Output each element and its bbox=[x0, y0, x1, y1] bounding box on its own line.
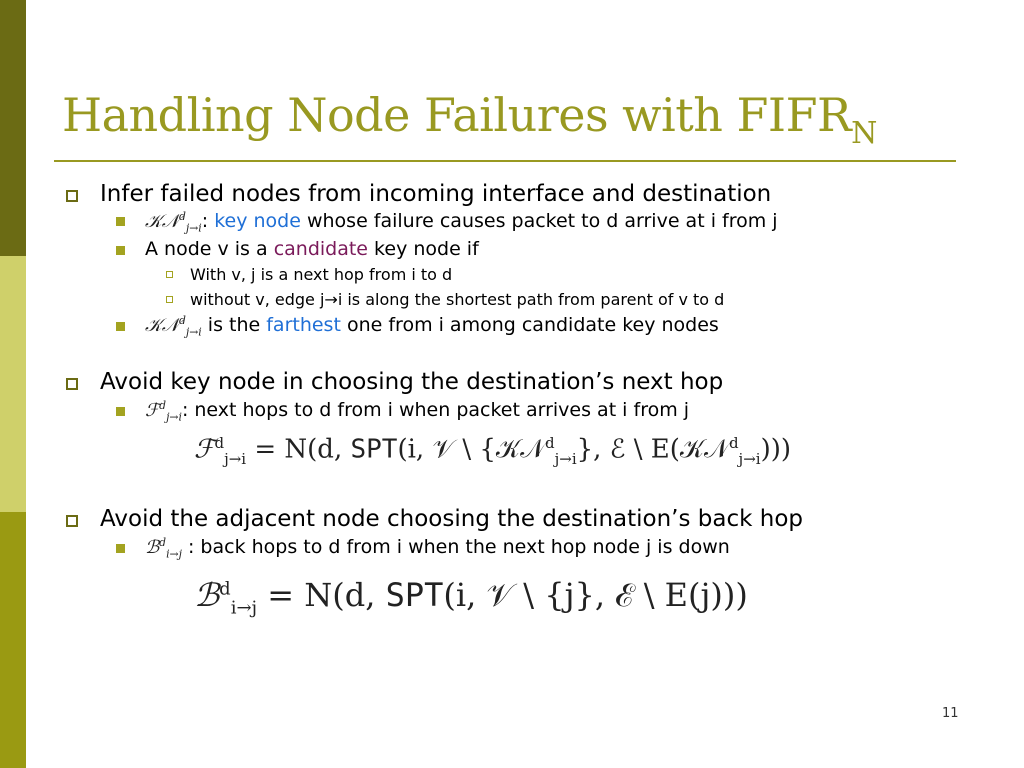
bullet-1-2-2-marker bbox=[166, 296, 173, 303]
candidate-highlight: candidate bbox=[273, 238, 369, 260]
bullet-1-3-marker bbox=[116, 322, 125, 331]
back-hop-equation: ℬ$^d_{i\to j}$ = N(d, SPT(i, 𝒱 \ {j}, ℰ \ E(j))) bbox=[194, 576, 748, 619]
slide-title: Handling Node Failures with $FIFR_N$ bbox=[62, 88, 877, 151]
farthest-highlight: farthest bbox=[266, 314, 341, 336]
bullet-1-2-1: With v, j is a next hop from i to d bbox=[190, 265, 453, 284]
bullet-1-1: 𝒦𝒩$^d_{j\to i}$: key node whose failure causes packet to d arrive at i from j bbox=[145, 210, 778, 235]
bullet-1-text: Infer failed nodes from incoming interface and destination bbox=[100, 181, 772, 207]
bullet-1-2-marker bbox=[116, 246, 125, 255]
title-rule bbox=[54, 160, 956, 162]
bullet-3-marker bbox=[66, 515, 78, 527]
bullet-1-marker bbox=[66, 190, 78, 202]
key-node-highlight: key node bbox=[214, 210, 301, 232]
bullet-2-1: ℱ$^d_{j\to i}$: next hops to d from i when packet arrives at i from j bbox=[145, 399, 690, 424]
kn-symbol: 𝒦𝒩$^d_{j\to i}$ bbox=[145, 314, 202, 339]
kn-symbol: 𝒦𝒩$^d_{j\to i}$ bbox=[145, 210, 202, 235]
bullet-1-2-2: without v, edge j→i is along the shortest path from parent of v to d bbox=[190, 290, 725, 309]
b-symbol: ℬ$^d_{i\to j}$ bbox=[145, 536, 182, 561]
bullet-1-2-1-marker bbox=[166, 271, 173, 278]
bullet-3-text: Avoid the adjacent node choosing the destination’s back hop bbox=[100, 506, 803, 532]
bullet-2-1-marker bbox=[116, 407, 125, 416]
page-number: 11 bbox=[942, 706, 959, 721]
left-band-dark bbox=[0, 0, 26, 256]
bullet-3-1: ℬ$^d_{i\to j}$ : back hops to d from i when the next hop node j is down bbox=[145, 536, 730, 561]
left-band-light bbox=[0, 256, 26, 512]
bullet-2-marker bbox=[66, 378, 78, 390]
bullet-1-3: 𝒦𝒩$^d_{j\to i}$ is the farthest one from i among candidate key nodes bbox=[145, 314, 719, 339]
bullet-3-1-marker bbox=[116, 544, 125, 553]
bullet-1-2: A node v is a candidate key node if bbox=[145, 238, 479, 260]
bullet-2-text: Avoid key node in choosing the destination’s next hop bbox=[100, 369, 724, 395]
bullet-1-1-marker bbox=[116, 217, 125, 226]
left-band-mid bbox=[0, 512, 26, 768]
next-hop-equation: ℱ$^d_{j\to i}$ = N(d, SPT(i, 𝒱 \ {𝒦𝒩$^d_{j\to i}$}, ℰ \ E(𝒦𝒩$^d_{j\to i}$))) bbox=[194, 434, 792, 468]
f-symbol: ℱ$^d_{j\to i}$ bbox=[145, 399, 182, 424]
